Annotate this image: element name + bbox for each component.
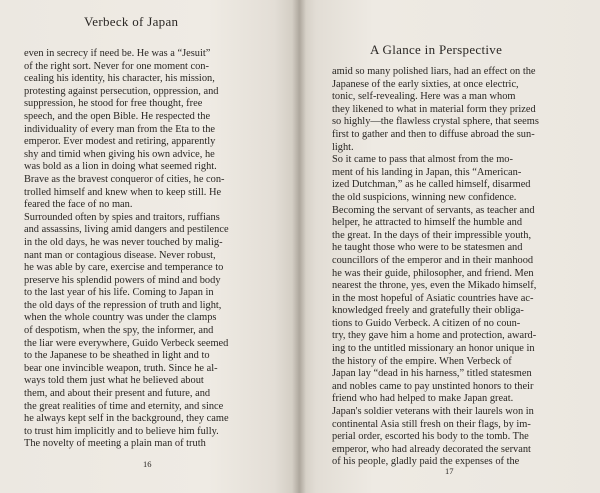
text-line: the great realities of time and eternity, and since <box>24 400 224 412</box>
text-line: he was their guide, philosopher, and friend. Men <box>332 267 534 279</box>
text-line: nearest the throne, yes, even the Mikado himself, <box>332 280 537 292</box>
right-page-number: 17 <box>445 466 454 476</box>
text-line: perial order, escorted his body to the tomb. The <box>332 431 529 443</box>
text-line: light. <box>332 141 354 153</box>
text-line: he taught those who were to be statesmen and <box>332 242 523 254</box>
text-line: preserve his splendid powers of mind and body <box>24 274 221 286</box>
book-gutter <box>292 0 306 493</box>
text-line: friend who had helped to make Japan great. <box>332 393 514 405</box>
left-page <box>0 0 298 493</box>
text-line: the great. In the days of their impressible youth, <box>332 229 532 241</box>
text-line: tions to Guido Verbeck. A citizen of no coun- <box>332 317 521 329</box>
text-line: them, and about their present and future, and <box>24 388 211 400</box>
text-line: the old days of the repression of truth and light, <box>24 299 222 311</box>
text-line: to trust him implicitly and to believe him fully. <box>24 425 219 437</box>
text-line: Surrounded often by spies and traitors, ruffians <box>24 211 220 223</box>
left-page-number: 16 <box>143 459 152 469</box>
text-line: knowledged freely and gratefully their obliga- <box>332 305 524 317</box>
right-page <box>298 0 600 493</box>
text-line: Japan's soldier veterans with their laurels won in <box>332 406 534 418</box>
text-line: shy and timid when giving his own advice, he <box>24 148 215 160</box>
text-line: the liar were everywhere, Guido Verbeck seemed <box>24 337 229 349</box>
text-line: they likened to what in material form they prized <box>332 103 536 115</box>
text-line: speech, and the open Bible. He respected the <box>24 110 211 122</box>
text-line: to the last year of his life. Coming to Japan in <box>24 287 214 299</box>
text-line: So it came to pass that almost from the mo- <box>332 154 513 166</box>
text-line: even in secrecy if need be. He was a “Jesuit” <box>24 48 211 59</box>
text-line: trolled himself and knew when to keep still. He <box>24 186 222 198</box>
text-line: suppression, he stood for free thought, free <box>24 98 203 110</box>
text-line: helper, he attracted to himself the humble and <box>332 217 523 229</box>
text-line: in the old days, he was never touched by malig- <box>24 236 223 248</box>
text-line: he always kept self in the background, they came <box>24 413 229 425</box>
text-line: Brave as the bravest conqueror of cities, he con- <box>24 173 225 185</box>
text-line: individuality of every man from the Eta to the <box>24 123 216 135</box>
text-line: feared the face of no man. <box>24 199 133 211</box>
text-line: The novelty of meeting a plain man of truth <box>24 438 206 450</box>
text-line: first to gather and then to diffuse abroad the sun- <box>332 128 535 140</box>
text-line: try, they gave him a home and protection, award- <box>332 330 537 342</box>
text-line: so highly—the flawless crystal sphere, that seems <box>332 116 539 128</box>
right-page-body-text <box>332 66 539 469</box>
text-line: the old suspicions, winning new confidence. <box>332 191 517 203</box>
text-line: of his people, gladly paid the expenses of the <box>332 456 520 468</box>
left-page-body-text <box>24 48 229 451</box>
text-line: Japanese of the early sixties, at once electric, <box>332 78 519 90</box>
text-line: amid so many polished liars, had an effect on the <box>332 66 536 77</box>
text-line: and nobles came to pay unstinted honors to their <box>332 380 534 392</box>
text-line: ment of his landing in Japan, this “American- <box>332 166 522 178</box>
text-line: nant man or contagious disease. Never robust, <box>24 249 216 261</box>
text-line: ized Dutchman,” as he called himself, disarmed <box>332 179 531 191</box>
text-line: emperor. Ever modest and retiring, apparently <box>24 136 216 148</box>
text-line: when the whole country was under the clamps <box>24 312 217 324</box>
text-line: he was able by care, exercise and temperance to <box>24 262 224 274</box>
text-line: cealing his identity, his character, his mission, <box>24 73 215 85</box>
text-line: was bold as a lion in doing what seemed right. <box>24 161 217 173</box>
text-line: tonic, self-revealing. Here was a man whom <box>332 91 516 103</box>
text-line: the history of the empire. When Verbeck of <box>332 355 512 367</box>
right-running-head: A Glance in Perspective <box>370 42 503 57</box>
text-line: emperor, who had already decorated the servant <box>332 443 531 455</box>
left-running-head: Verbeck of Japan <box>84 14 179 29</box>
text-line: bear one invincible weapon, truth. Since he al- <box>24 362 218 374</box>
text-line: continental Asia still fresh on their flags, by im- <box>332 418 531 430</box>
text-line: and assassins, living amid dangers and pestilence <box>24 224 229 236</box>
text-line: of the right sort. Never for one moment con- <box>24 60 209 72</box>
text-line: Becoming the servant of servants, as teacher and <box>332 204 535 216</box>
text-line: of despotism, when the spy, the informer, and <box>24 325 214 337</box>
text-line: councillors of the emperor and in their manhood <box>332 254 534 266</box>
text-line: ways told them just what he believed about <box>24 375 204 387</box>
text-line: in the most hopeful of Asiatic countries have ac- <box>332 292 534 304</box>
text-line: Japan lay “dead in his harness,” titled statesmen <box>332 368 532 380</box>
text-line: to the Japanese to be sheathed in light and to <box>24 350 210 362</box>
text-line: ing to the untitled missionary an honor unique in <box>332 343 535 355</box>
text-line: protesting against persecution, oppression, and <box>24 85 219 97</box>
